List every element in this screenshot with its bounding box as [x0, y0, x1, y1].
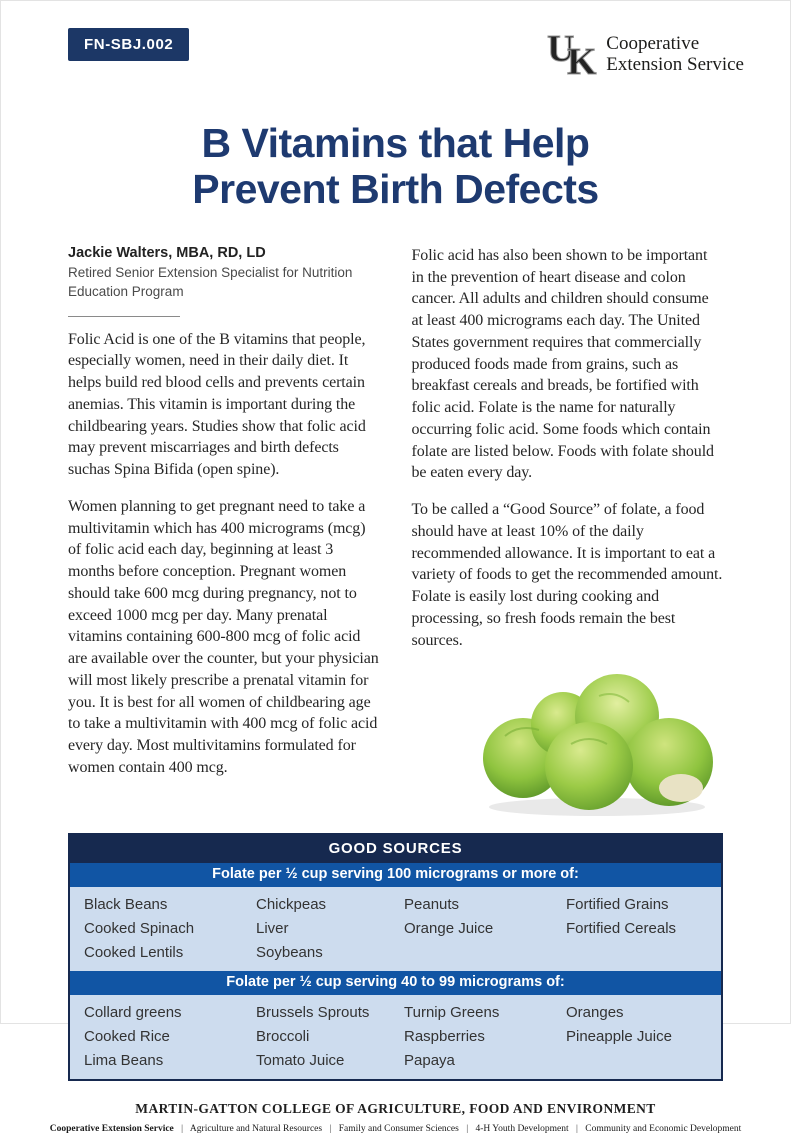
- paragraph-folic-acid-intro: Folic Acid is one of the B vitamins that people, especially women, need in their daily diet. It helps build red blood cells and prevents certain anemias. This vitamin is important during the childbearing years. Studies show that folic acid may prevent miscarriages and birth defects suchas Spina Bifida (open spine).: [68, 330, 366, 479]
- table-row: [70, 916, 721, 940]
- table-section1-rows: [70, 887, 721, 971]
- food-item: Soybeans: [256, 943, 323, 961]
- separator: |: [466, 1124, 469, 1134]
- food-item: [562, 940, 721, 964]
- food-item: Lima Beans: [84, 1051, 164, 1069]
- food-item: Cooked Lentils: [84, 943, 184, 961]
- food-item: Peanuts: [404, 895, 460, 913]
- food-item: Fortified Grains: [566, 895, 669, 913]
- right-column: [412, 245, 724, 824]
- separator: |: [329, 1124, 332, 1134]
- table-row: [70, 1000, 721, 1024]
- title-line2: Prevent Birth Defects: [192, 165, 599, 212]
- food-item: Broccoli: [256, 1027, 310, 1045]
- food-item: Raspberries: [404, 1027, 485, 1045]
- page-title: [1, 121, 790, 213]
- uk-logo-icon: [547, 28, 599, 81]
- department-list: [1, 1124, 790, 1134]
- department-item: Family and Consumer Sciences: [338, 1124, 459, 1134]
- publication-number-badge: FN-SBJ.002: [68, 28, 189, 61]
- food-item: Turnip Greens: [404, 1003, 500, 1021]
- table-section1-heading: Folate per ½ cup serving 100 micrograms or more of:: [70, 863, 721, 887]
- food-item: Orange Juice: [404, 919, 494, 937]
- good-sources-table: [68, 833, 723, 1081]
- food-item: Cooked Spinach: [84, 919, 195, 937]
- food-item: Oranges: [566, 1003, 624, 1021]
- department-item: Cooperative Extension Service: [49, 1124, 174, 1134]
- table-row: [70, 1048, 721, 1072]
- food-item: Cooked Rice: [84, 1027, 170, 1045]
- table-section2-heading: Folate per ½ cup serving 40 to 99 micrograms of:: [70, 971, 721, 995]
- author-role-line2: Education Program: [68, 283, 184, 299]
- page-header: [1, 1, 790, 81]
- college-name: MARTIN-GATTON COLLEGE OF AGRICULTURE, FOOD AND ENVIRONMENT: [135, 1101, 656, 1117]
- author-role: [68, 264, 380, 302]
- food-item: Tomato Juice: [256, 1051, 345, 1069]
- food-item: Fortified Cereals: [566, 919, 677, 937]
- food-item: Black Beans: [84, 895, 168, 913]
- food-item: Pineapple Juice: [566, 1027, 672, 1045]
- separator: |: [181, 1124, 184, 1134]
- author-role-line1: Retired Senior Extension Specialist for Nutrition: [68, 264, 353, 280]
- svg-text:K: K: [567, 41, 597, 83]
- food-item: Papaya: [404, 1051, 455, 1069]
- food-item: Chickpeas: [256, 895, 327, 913]
- author-name: Jackie Walters, MBA, RD, LD: [68, 244, 266, 261]
- uk-extension-logo: [547, 28, 744, 81]
- article-columns: [1, 245, 790, 824]
- table-row: [70, 940, 721, 964]
- page-footer: [1, 1101, 790, 1134]
- department-item: 4-H Youth Development: [475, 1124, 569, 1134]
- food-item: [400, 940, 562, 964]
- food-item: Collard greens: [84, 1003, 182, 1021]
- food-item: [562, 1048, 721, 1072]
- table-row: [70, 1024, 721, 1048]
- table-title: GOOD SOURCES: [70, 835, 721, 863]
- brussels-sprouts-image: [412, 666, 724, 823]
- left-column: [68, 245, 380, 824]
- title-line1: B Vitamins that Help: [201, 120, 590, 166]
- logo-line1: Cooperative: [606, 32, 700, 54]
- food-item: Liver: [256, 919, 289, 937]
- paragraph-pregnancy-dosage: Women planning to get pregnant need to take a multivitamin which has 400 micrograms (mcg) of folic acid each day, beginning at least 3 months before conception. Pregnant women should take 600 mcg during pregnancy, not to exceed 1000 mcg per day. Many prenatal vitamins containing 600-800 mcg of folic acid are available over the counter, but your physician will most likely prescribe a prenatal vitamin for you. It is best for all women of childbearing age to take a multivitamin with 400 mcg of folic acid every day. Most multivitamins formulated for women contain 400 mcg.: [68, 497, 379, 776]
- food-item: Brussels Sprouts: [256, 1003, 370, 1021]
- logo-wordmark: [606, 34, 744, 75]
- svg-text:U: U: [547, 28, 575, 70]
- logo-line2: Extension Service: [606, 53, 744, 75]
- table-section2-rows: [70, 995, 721, 1079]
- department-item: Agriculture and Natural Resources: [189, 1124, 323, 1134]
- paragraph-fortification: Folic acid has also been shown to be important in the prevention of heart disease and colon cancer. All adults and children should consume at least 400 micrograms each day. The United States government requires that commercially produced foods made from grains, such as breakfast cereals and breads, be fortified with folic acid. Folate is the name for naturally occurring folic acid. Some foods which contain folate are listed below. Foods with folate should be eaten every day.: [411, 246, 714, 482]
- author-divider: [68, 316, 180, 317]
- paragraph-good-source: To be called a “Good Source” of folate, a food should have at least 10% of the daily recommended allowance. It is important to eat a variety of foods to get the recommended amount. Folate is easily lost during cooking and processing, so fresh foods remain the best sources.: [411, 501, 723, 649]
- department-item: Community and Economic Development: [585, 1124, 742, 1134]
- separator: |: [576, 1124, 578, 1134]
- table-row: [70, 892, 721, 916]
